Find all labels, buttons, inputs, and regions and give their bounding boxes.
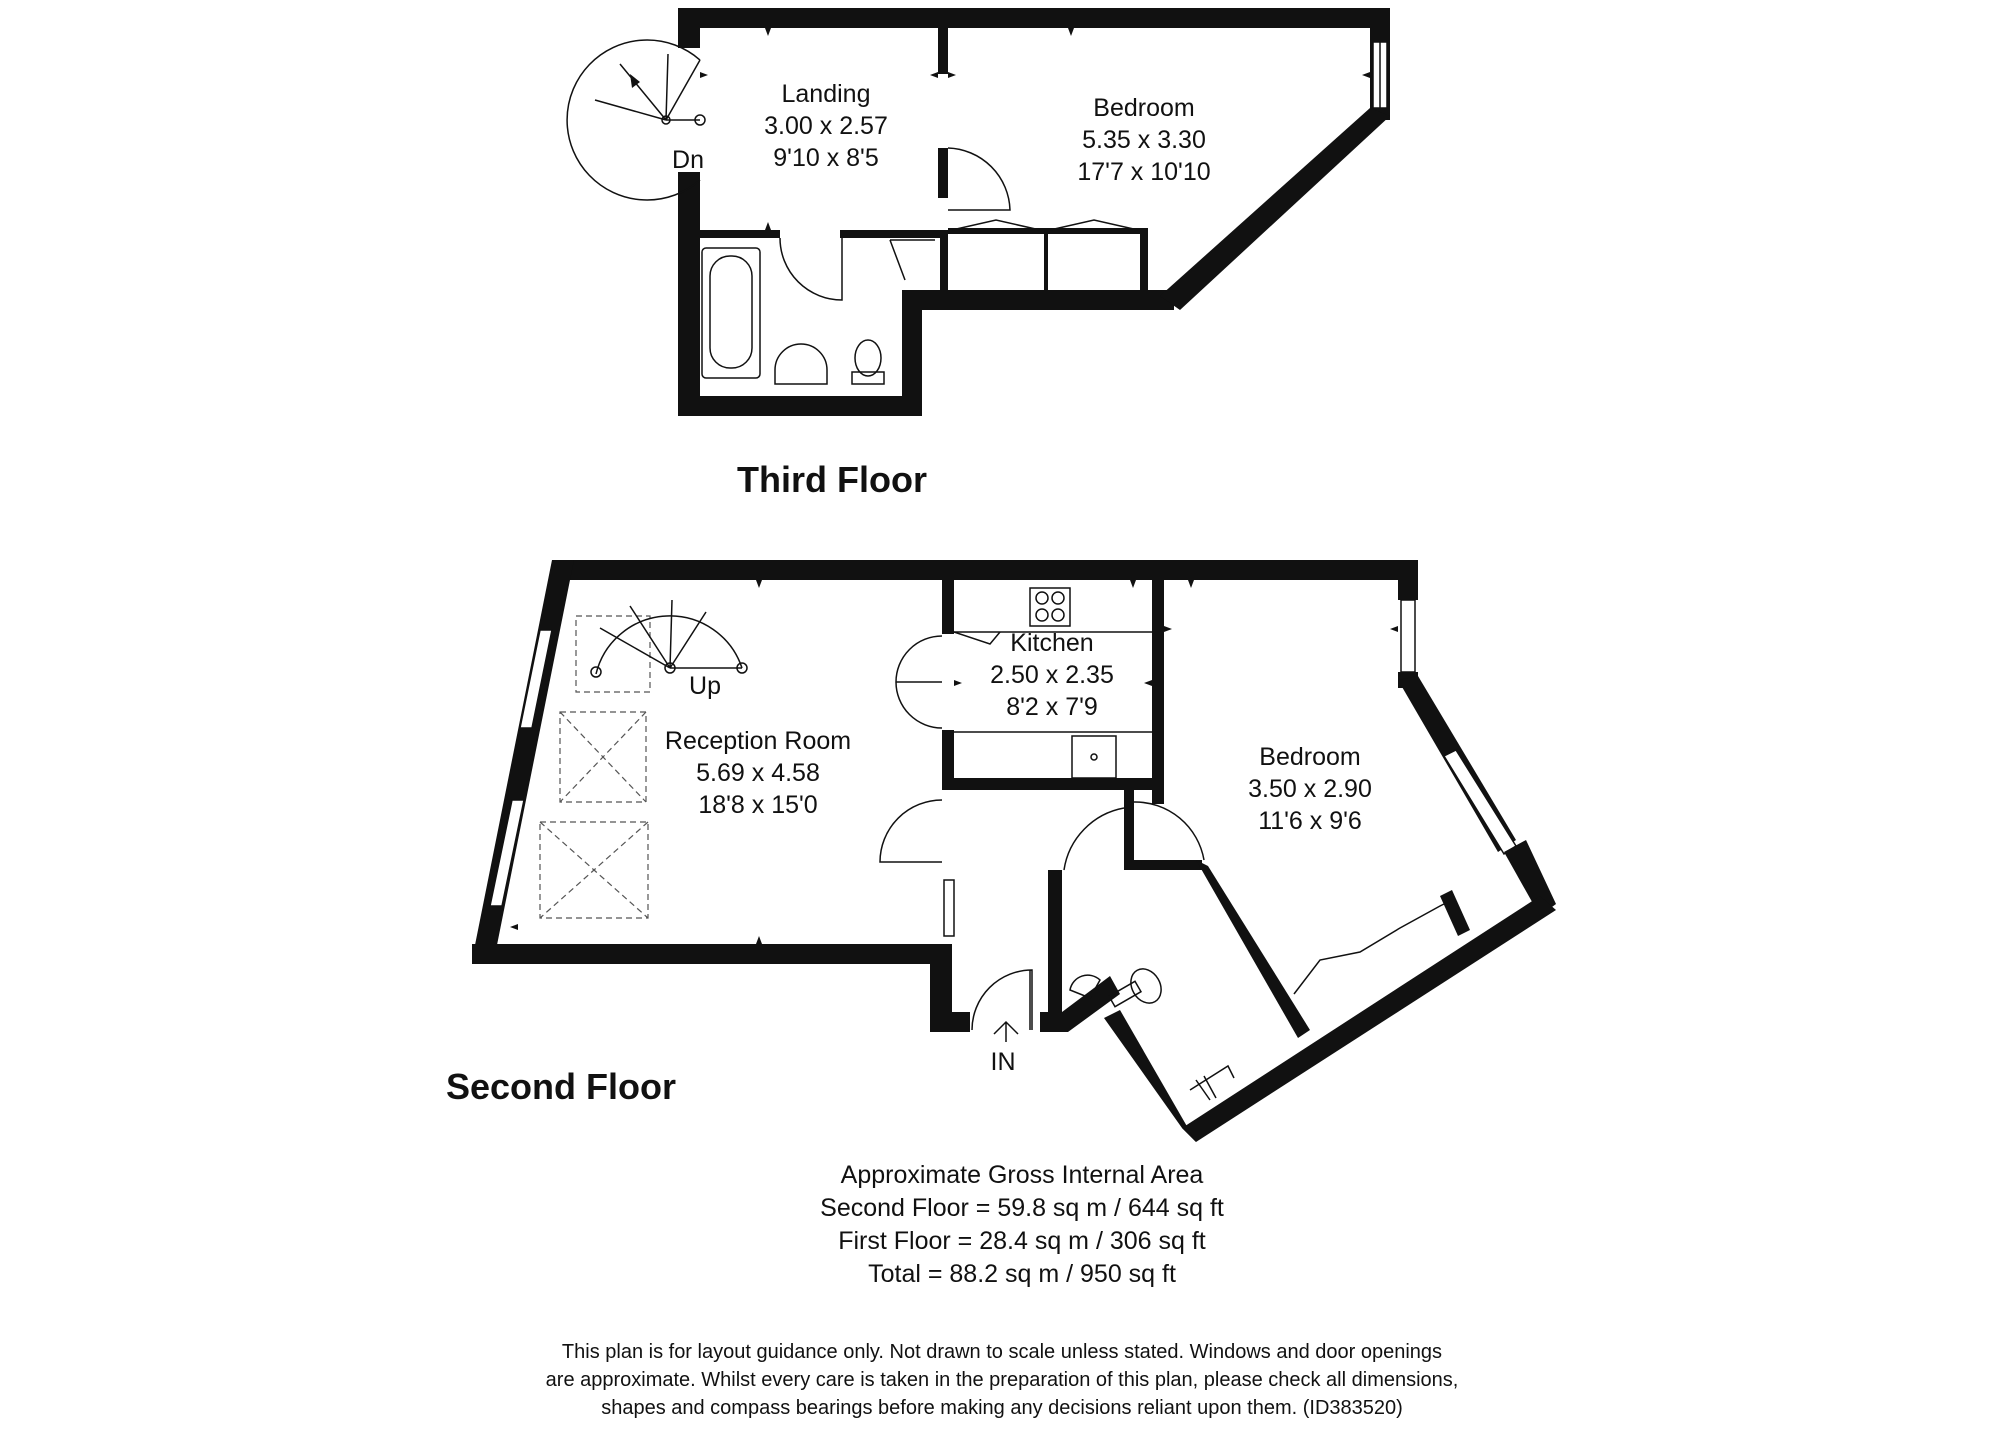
- third-bedroom-imperial: 17'7 x 10'10: [1077, 158, 1211, 186]
- entrance-label: IN: [990, 1048, 1016, 1076]
- stairs-up-label: Up: [689, 672, 721, 700]
- partition-wall: [938, 148, 948, 198]
- third-bedroom-name: Bedroom: [1093, 94, 1195, 122]
- reception-imperial: 18'8 x 15'0: [698, 791, 818, 819]
- second-floor-top-wall: [552, 560, 1418, 580]
- kitchen-right-wall: [1152, 580, 1164, 790]
- second-floor-left-wall: [472, 560, 574, 960]
- bathroom-wall: [1048, 870, 1062, 1030]
- partition-wall: [1152, 780, 1164, 804]
- third-floor-top-wall: [678, 8, 1390, 28]
- reception-name: Reception Room: [664, 727, 852, 755]
- third-floor-left-wall: [678, 172, 700, 416]
- partition-wall: [938, 28, 948, 74]
- disclaimer-line-1: This plan is for layout guidance only. Not drawn to scale unless stated. Windows and door openings: [561, 1341, 1443, 1363]
- area-total: Total = 88.2 sq m / 950 sq ft: [868, 1260, 1176, 1288]
- window: [1401, 600, 1415, 672]
- landing-imperial: 9'10 x 8'5: [773, 144, 879, 172]
- kitchen-wall: [942, 580, 954, 634]
- partition-wall: [1130, 860, 1202, 870]
- third-floor-plan: [567, 8, 1390, 416]
- second-floor-title: Second Floor: [446, 1066, 677, 1107]
- area-first-floor: First Floor = 28.4 sq m / 306 sq ft: [838, 1227, 1206, 1255]
- skylight: [576, 616, 650, 692]
- wardrobe-divider: [1044, 230, 1048, 294]
- third-floor-bottom-wall: [678, 396, 922, 416]
- bathroom-wall: [940, 230, 948, 294]
- third-floor-left-wall-top: [678, 8, 700, 48]
- partition-wall: [1196, 860, 1310, 1038]
- area-second-floor: Second Floor = 59.8 sq m / 644 sq ft: [820, 1194, 1224, 1222]
- landing-metric: 3.00 x 2.57: [764, 112, 888, 140]
- landing-name: Landing: [781, 80, 871, 108]
- reception-metric: 5.69 x 4.58: [696, 759, 820, 787]
- partition-wall: [1124, 790, 1134, 870]
- second-bedroom-imperial: 11'6 x 9'6: [1258, 807, 1362, 835]
- wardrobe-wall: [1140, 228, 1148, 294]
- second-bedroom-name: Bedroom: [1259, 743, 1361, 771]
- stairs-down-label: Dn: [672, 146, 704, 174]
- disclaimer-line-3: shapes and compass bearings before making any decisions reliant upon them. (ID383520): [601, 1397, 1403, 1419]
- kitchen-bottom-wall: [942, 778, 1162, 790]
- bathroom-wall: [840, 230, 940, 238]
- bathroom-wall: [700, 230, 780, 238]
- kitchen-imperial: 8'2 x 7'9: [1006, 693, 1098, 721]
- second-floor-right-wall: [1398, 560, 1418, 600]
- window: [1444, 750, 1516, 854]
- reception-bottom-wall: [472, 944, 952, 964]
- third-floor-title: Third Floor: [737, 459, 927, 500]
- second-bedroom-metric: 3.50 x 2.90: [1248, 775, 1372, 803]
- disclaimer-line-2: are approximate. Whilst every care is taken in the preparation of this plan, please check all dimensions,: [545, 1369, 1459, 1391]
- third-bedroom-metric: 5.35 x 3.30: [1082, 126, 1206, 154]
- kitchen-metric: 2.50 x 2.35: [990, 661, 1114, 689]
- kitchen-name: Kitchen: [1010, 629, 1094, 657]
- area-heading: Approximate Gross Internal Area: [840, 1161, 1204, 1189]
- entrance-left-wall: [930, 1012, 970, 1032]
- second-floor-bottom-wall: [1104, 1010, 1196, 1142]
